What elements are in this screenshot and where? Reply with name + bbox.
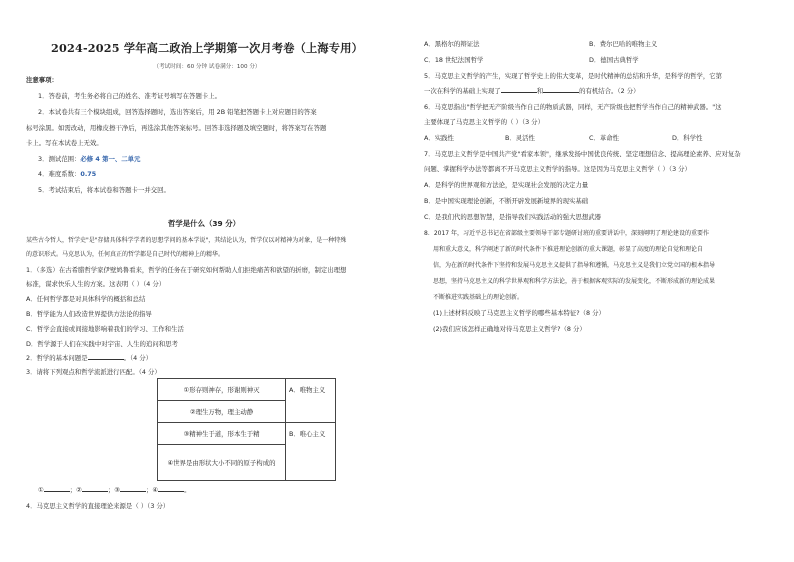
q6-option-c: C．革命性 [589,134,620,142]
match-left-4: ④世界是由形状大小不同的原子构成的 [158,445,286,481]
q6-option-a: A．实践性 [424,134,454,142]
q4-option-d: D．德国古典哲学 [589,56,639,64]
q4-option-a: A．黑格尔的辩证法 [424,40,480,48]
notice-item-3: 3．测试范围：必修 4 第一、二单元 [38,155,141,163]
notice-heading: 注意事项： [26,76,58,84]
q8-sub-1: (1)上述材料反映了马克思主义哲学的哪些基本特征?（8 分） [433,309,605,317]
q4-option-c: C．18 世纪法国哲学 [424,56,484,64]
q8-line3: 信，为在新的时代条件下坚持和发展马克思主义提供了指导和遵循，马克思主义是我们立党立国的根本指导 [433,262,716,269]
difficulty-value: 0.75 [80,170,97,178]
match-right-a: A．唯物主义 [286,379,336,423]
section-intro-1: 某些古今哲人，哲学史"是"存储具体科学学者的思想学问的基本学说"，其结论认为，哲学仅以对精神为对象，是一种特殊 [26,237,347,244]
q6-option-d: D．科学性 [672,134,703,142]
q7-line2: 问题、掌握科学办法等都离不开马克思主义哲学的指导。这是因为马克思主义哲学（ ）（3 分） [424,165,691,173]
q6-line1: 6．马克思指出"哲学把无产阶级当作自己的物质武器，同样，无产阶级也把哲学当作自己的精神武器。"这 [424,103,722,111]
notice-item-5: 5．考试结束后，将本试卷和答题卡一并交回。 [38,186,170,194]
notice-item-2c: 卡上。写在本试卷上无效。 [26,139,103,147]
q5-blank-2 [543,87,579,93]
q5-line1: 5．马克思主义哲学的产生，实现了哲学史上的伟大变革，是时代精神的总结和升华，是科学的哲学，它第 [424,72,723,80]
match-left-1: ①形存则神存，形谢则神灭 [158,379,286,401]
match-right-b: B．唯心主义 [286,423,336,481]
q6-line2: 主要体现了马克思主义哲学的（ ）（3 分） [424,118,544,126]
q4-text: 4．马克思主义哲学的直接理论来源是（ ）（3 分） [26,502,170,510]
q5-blank-1 [501,87,537,93]
q8-sub-2: (2)我们应该怎样正确地对待马克思主义哲学?（8 分） [433,325,586,333]
q1-line2: 标准，谋求快乐人生的方案。这表明（ ）（4 分） [26,280,166,288]
q1-option-a: A．任何哲学都是对具体科学的概括和总结 [26,295,146,303]
scope-value: 必修 4 第一、二单元 [80,155,141,163]
notice-item-2: 2．本试卷共有三个模块组成，回答选择题时，选出答案后，用 2B 铅笔把答题卡上对应题目的答案 [38,108,317,116]
notice-item-2b: 标号涂黑。如需改动，用橡皮擦干净后，再选涂其他答案标号。回答非选择题及填空题时，将答案写在答题 [26,124,327,132]
q4-option-b: B．费尔巴哈的唯物主义 [589,40,658,48]
q8-line4: 思想，坚持马克思主义的科学世界观和科学方法论，善于根据客观实际的发展变化，不断形成新的理论成果 [433,278,716,285]
q8-line1: 8．2017 年，习近平总书记在省部级主要领导干部专题研讨班的重要讲话中，深刻阐明了理论建设的重要作 [424,230,709,237]
match-left-3: ③精神生于道，形本生于精 [158,423,286,445]
q3-text: 3．请将下列观点和哲学流派进行匹配。（4 分） [26,368,161,376]
q1-option-c: C．哲学会直接或间接地影响着我们的学习、工作和生活 [26,325,184,333]
matching-table [157,378,336,481]
q1-option-d: D．哲学源于人们在实践中对宇宙、人生的追问和思考 [26,340,178,348]
q7-option-b: B．是中国实现理论创新，不断开辟发展新境界的现实基础 [424,197,589,205]
q3-answer-line: ① ；② ；③ ；④ 。 [38,486,191,494]
exam-subtitle: （考试时间：60 分钟 试卷满分：100 分） [153,64,261,70]
q1-line1: 1．（多选）在古希腊哲学家伊壁鸠鲁看来，哲学的任务在于研究如何帮助人们拒绝痛苦和欲望的折磨，制定出理想 [26,266,347,274]
section-intro-2: 的意识形式。马克思认为，任何真正的哲学都是自己时代的精神上的精华。 [26,251,225,258]
exam-title: 2024-2025 学年高二政治上学期第一次月考卷（上海专用） [51,41,363,55]
q7-option-c: C．是我们代的思想智慧，是指导我们实践活动的强大思想武器 [424,213,602,221]
q2-text: 2．哲学的基本问题是 。（4 分） [26,354,153,362]
q6-option-b: B．灵活性 [505,134,535,142]
q7-option-a: A．是科学的世界观和方法论，是实现社会发展的决定力量 [424,181,589,189]
q8-line5: 不断推进实践基础上的理论创新。 [433,294,524,301]
q5-line2: 一次在科学的基础上实现了 和 的有机结合。（2 分） [424,87,640,95]
q7-line1: 7．马克思主义哲学是中国共产党"看家本领"，继承发扬中国优良传统、坚定理想信念、提高理论素养、应对复杂 [424,150,741,158]
section-title: 哲学是什么（39 分） [168,219,240,228]
notice-item-4: 4．难度系数：0.75 [38,170,97,178]
match-left-2: ②理生万物，理主动静 [158,401,286,423]
q2-blank [88,354,124,360]
notice-item-1: 1．答卷前，考生务必将自己的姓名、准考证号填写在答题卡上。 [38,92,222,100]
q1-option-b: B．哲学能为人们改造世界提供方法论的指导 [26,310,152,318]
q8-line2: 用和重大意义，科学阐述了新的时代条件下推进理论创新的重大课题，彰显了高度的理论自觉和理论自 [433,246,704,253]
